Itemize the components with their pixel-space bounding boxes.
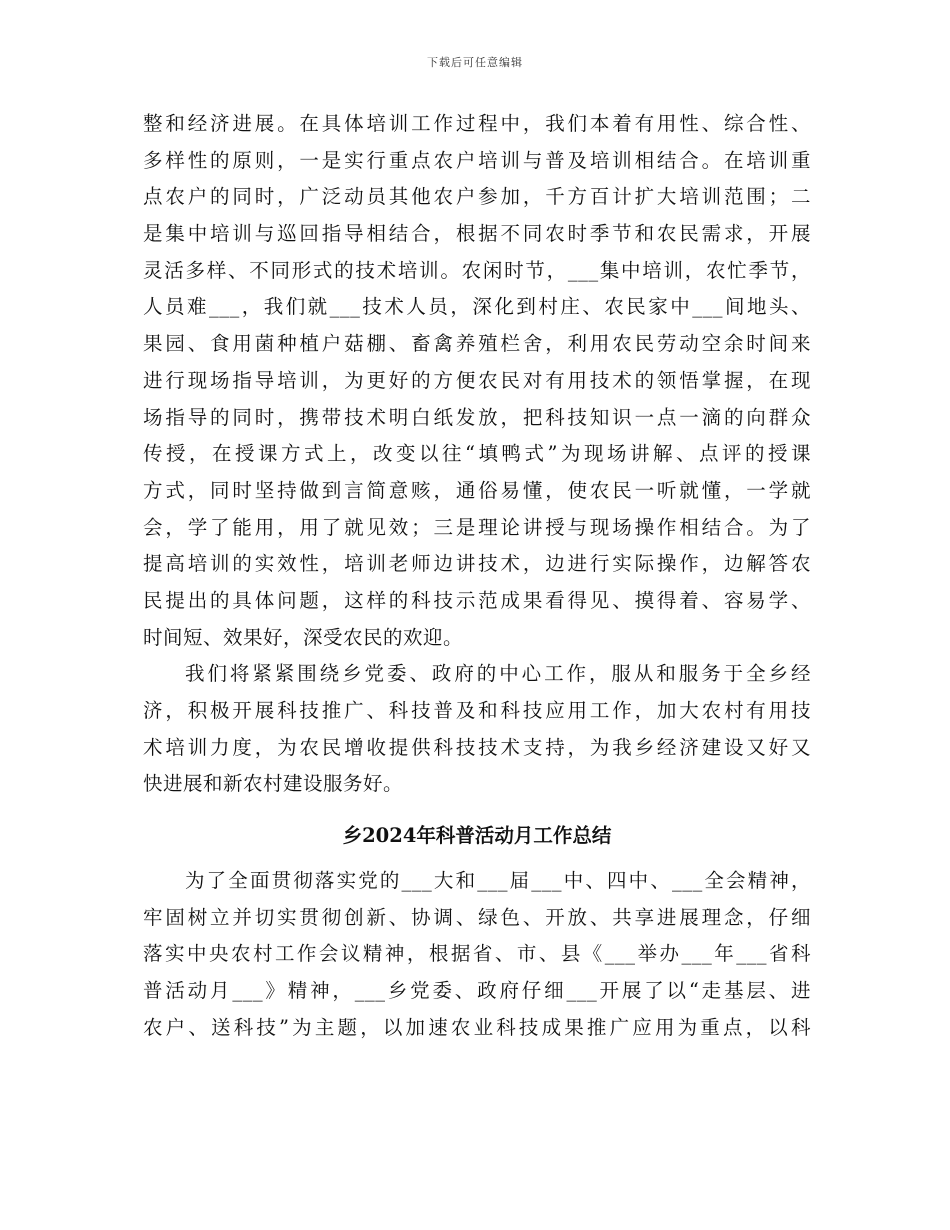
text-line: 落实中央农村工作会议精神，根据省、市、县《___举办___年___省科 <box>143 942 811 966</box>
section-title: 乡2024年科普活动月工作总结 <box>342 824 612 848</box>
paragraph-conclusion <box>143 656 811 803</box>
text-line: 方式，同时坚持做到言简意赅，通俗易懂，使农民一听就懂，一学就 <box>143 478 811 502</box>
text-line: 果园、食用菌种植户菇棚、畜禽养殖栏舍，利用农民劳动空余时间来 <box>143 332 811 356</box>
page-header-note: 下载后可任意编辑 <box>427 56 523 69</box>
text-line: 术培训力度，为农民增收提供科技技术支持，为我乡经济建设又好又 <box>143 735 811 759</box>
text-line: 牢固树立并切实贯彻创新、协调、绿色、开放、共享进展理念，仔细 <box>143 905 811 929</box>
text-line: 是集中培训与巡回指导相结合，根据不同农时季节和农民需求，开展 <box>143 222 811 246</box>
document-body <box>143 106 811 1047</box>
text-line: 整和经济进展。在具体培训工作过程中，我们本着有用性、综合性、 <box>143 112 811 135</box>
text-line: 人员难___，我们就___技术人员，深化到村庄、农民家中___间地头、 <box>143 295 811 319</box>
text-line: 点农户的同时，广泛动员其他农户参加，千方百计扩大培训范围；二 <box>143 185 811 209</box>
text-line: 多样性的原则，一是实行重点农户培训与普及培训相结合。在培训重 <box>143 148 811 172</box>
text-line: 农户、送科技”为主题，以加速农业科技成果推广应用为重点，以科 <box>143 1015 811 1039</box>
text-line: 为了全面贯彻落实党的___大和___届___中、四中、___全会精神， <box>185 869 811 893</box>
text-line: 传授，在授课方式上，改变以往“填鸭式”为现场讲解、点评的授课 <box>143 442 811 466</box>
text-line: 灵活多样、不同形式的技术培训。农闲时节，___集中培训，农忙季节， <box>143 258 811 282</box>
text-line: 会，学了能用，用了就见效；三是理论讲授与现场操作相结合。为了 <box>143 515 811 539</box>
text-line: 我们将紧紧围绕乡党委、政府的中心工作，服从和服务于全乡经 <box>185 662 811 686</box>
text-line: 进行现场指导培训，为更好的方便农民对有用技术的领悟掌握，在现 <box>143 368 811 392</box>
paragraph-science-month-intro <box>143 863 811 1046</box>
text-line: 时间短、效果好，深受农民的欢迎。 <box>143 625 464 649</box>
text-line: 济，积极开展科技推广、科技普及和科技应用工作，加大农村有用技 <box>143 699 811 722</box>
text-line: 快进展和新农村建设服务好。 <box>143 772 404 796</box>
paragraph-training-methods <box>143 106 811 656</box>
text-line: 民提出的具体问题，这样的科技示范成果看得见、摸得着、容易学、 <box>143 588 811 612</box>
text-line: 普活动月___》精神，___乡党委、政府仔细___开展了以“走基层、进 <box>143 979 811 1003</box>
text-line: 提高培训的实效性，培训老师边讲技术，边进行实际操作，边解答农 <box>143 552 811 576</box>
text-line: 场指导的同时，携带技术明白纸发放，把科技知识一点一滴的向群众 <box>143 405 811 429</box>
